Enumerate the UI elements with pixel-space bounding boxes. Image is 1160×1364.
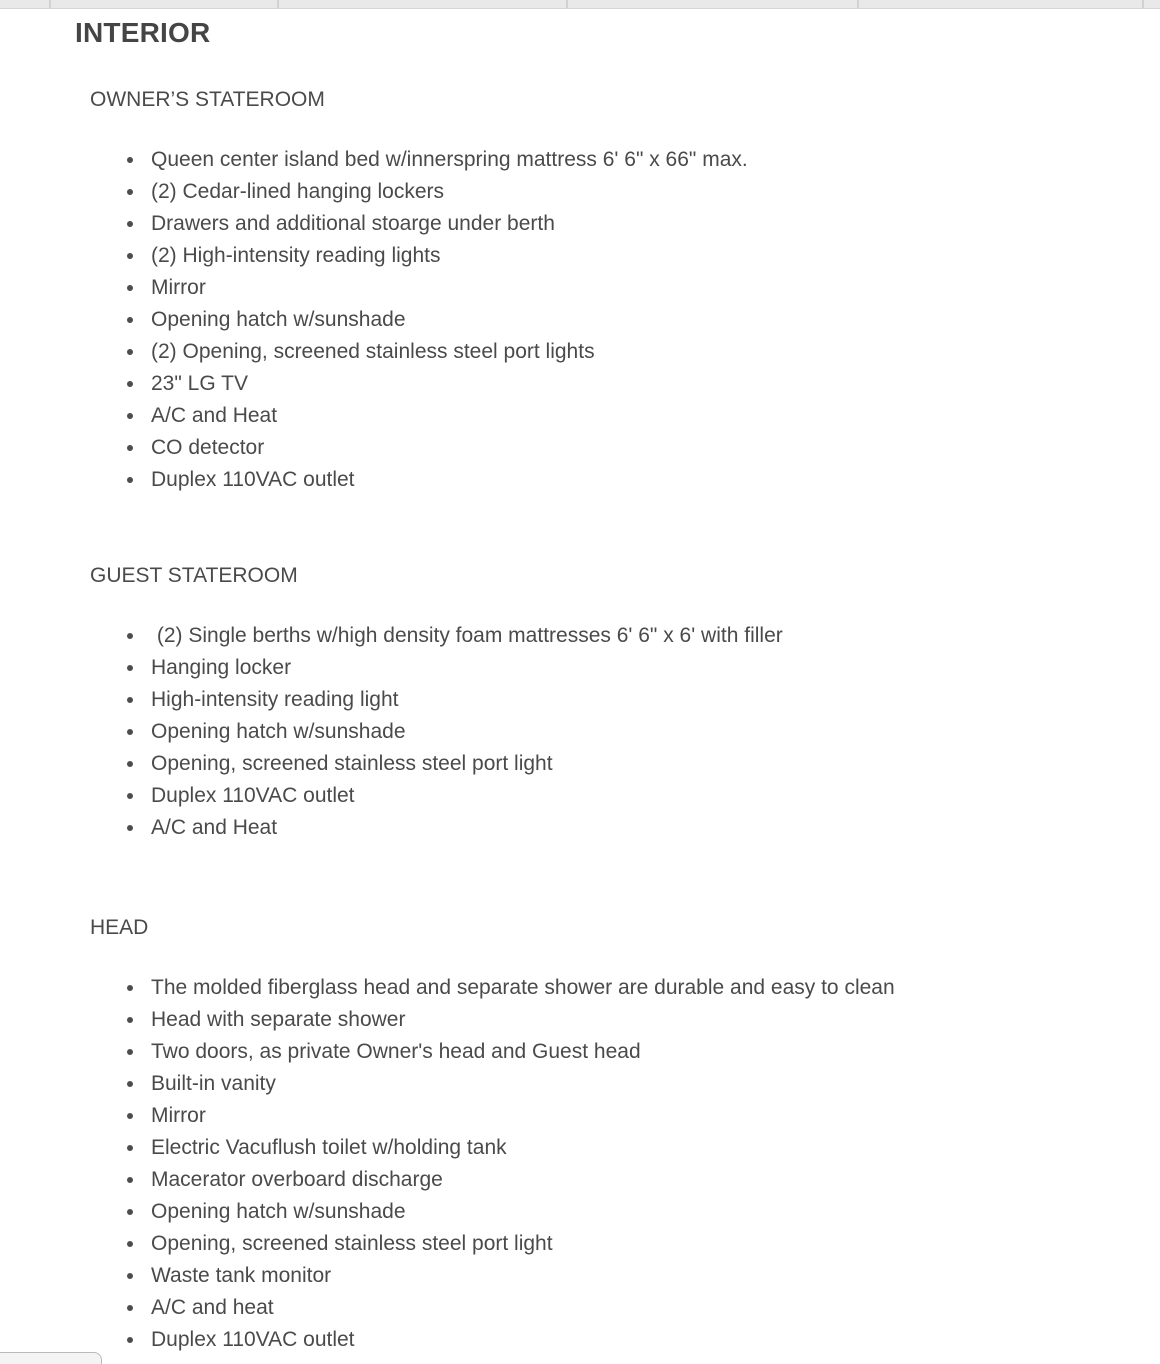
- feature-list: [151, 972, 1160, 1356]
- list-item: (2) Single berths w/high density foam mattresses 6' 6" x 6' with filler: [151, 620, 1160, 652]
- section-heading: OWNER’S STATEROOM: [90, 88, 325, 111]
- list-item: Macerator overboard discharge: [151, 1164, 1160, 1196]
- browser-status-bubble: [0, 1352, 102, 1364]
- list-item: High-intensity reading light: [151, 684, 1160, 716]
- spec-section: [0, 496, 1160, 844]
- section-heading: HEAD: [90, 916, 149, 939]
- list-item: Opening hatch w/sunshade: [151, 716, 1160, 748]
- spec-section: [0, 49, 1160, 496]
- list-item: Electric Vacuflush toilet w/holding tank: [151, 1132, 1160, 1164]
- list-item: Opening hatch w/sunshade: [151, 304, 1160, 336]
- list-item: Built-in vanity: [151, 1068, 1160, 1100]
- spec-section: [0, 844, 1160, 1356]
- feature-list: [151, 620, 1160, 844]
- list-item: Duplex 110VAC outlet: [151, 780, 1160, 812]
- list-item: Opening, screened stainless steel port light: [151, 748, 1160, 780]
- list-item: A/C and Heat: [151, 400, 1160, 432]
- list-item: Duplex 110VAC outlet: [151, 464, 1160, 496]
- section-heading: GUEST STATEROOM: [90, 564, 298, 587]
- feature-list: [151, 144, 1160, 496]
- list-item: (2) High-intensity reading lights: [151, 240, 1160, 272]
- list-item: Waste tank monitor: [151, 1260, 1160, 1292]
- list-item: (2) Cedar-lined hanging lockers: [151, 176, 1160, 208]
- list-item: Hanging locker: [151, 652, 1160, 684]
- list-item: Opening hatch w/sunshade: [151, 1196, 1160, 1228]
- sections: [0, 49, 1160, 1356]
- list-item: Mirror: [151, 1100, 1160, 1132]
- list-item: A/C and Heat: [151, 812, 1160, 844]
- list-item: The molded fiberglass head and separate shower are durable and easy to clean: [151, 972, 1160, 1004]
- list-item: Drawers and additional stoarge under berth: [151, 208, 1160, 240]
- list-item: A/C and heat: [151, 1292, 1160, 1324]
- page-title: INTERIOR: [75, 17, 211, 48]
- list-item: Mirror: [151, 272, 1160, 304]
- list-item: Opening, screened stainless steel port light: [151, 1228, 1160, 1260]
- list-item: (2) Opening, screened stainless steel port lights: [151, 336, 1160, 368]
- list-item: Duplex 110VAC outlet: [151, 1324, 1160, 1356]
- list-item: CO detector: [151, 432, 1160, 464]
- list-item: 23" LG TV: [151, 368, 1160, 400]
- list-item: Queen center island bed w/innerspring mattress 6' 6" x 66" max.: [151, 144, 1160, 176]
- list-item: Two doors, as private Owner's head and Guest head: [151, 1036, 1160, 1068]
- list-item: Head with separate shower: [151, 1004, 1160, 1036]
